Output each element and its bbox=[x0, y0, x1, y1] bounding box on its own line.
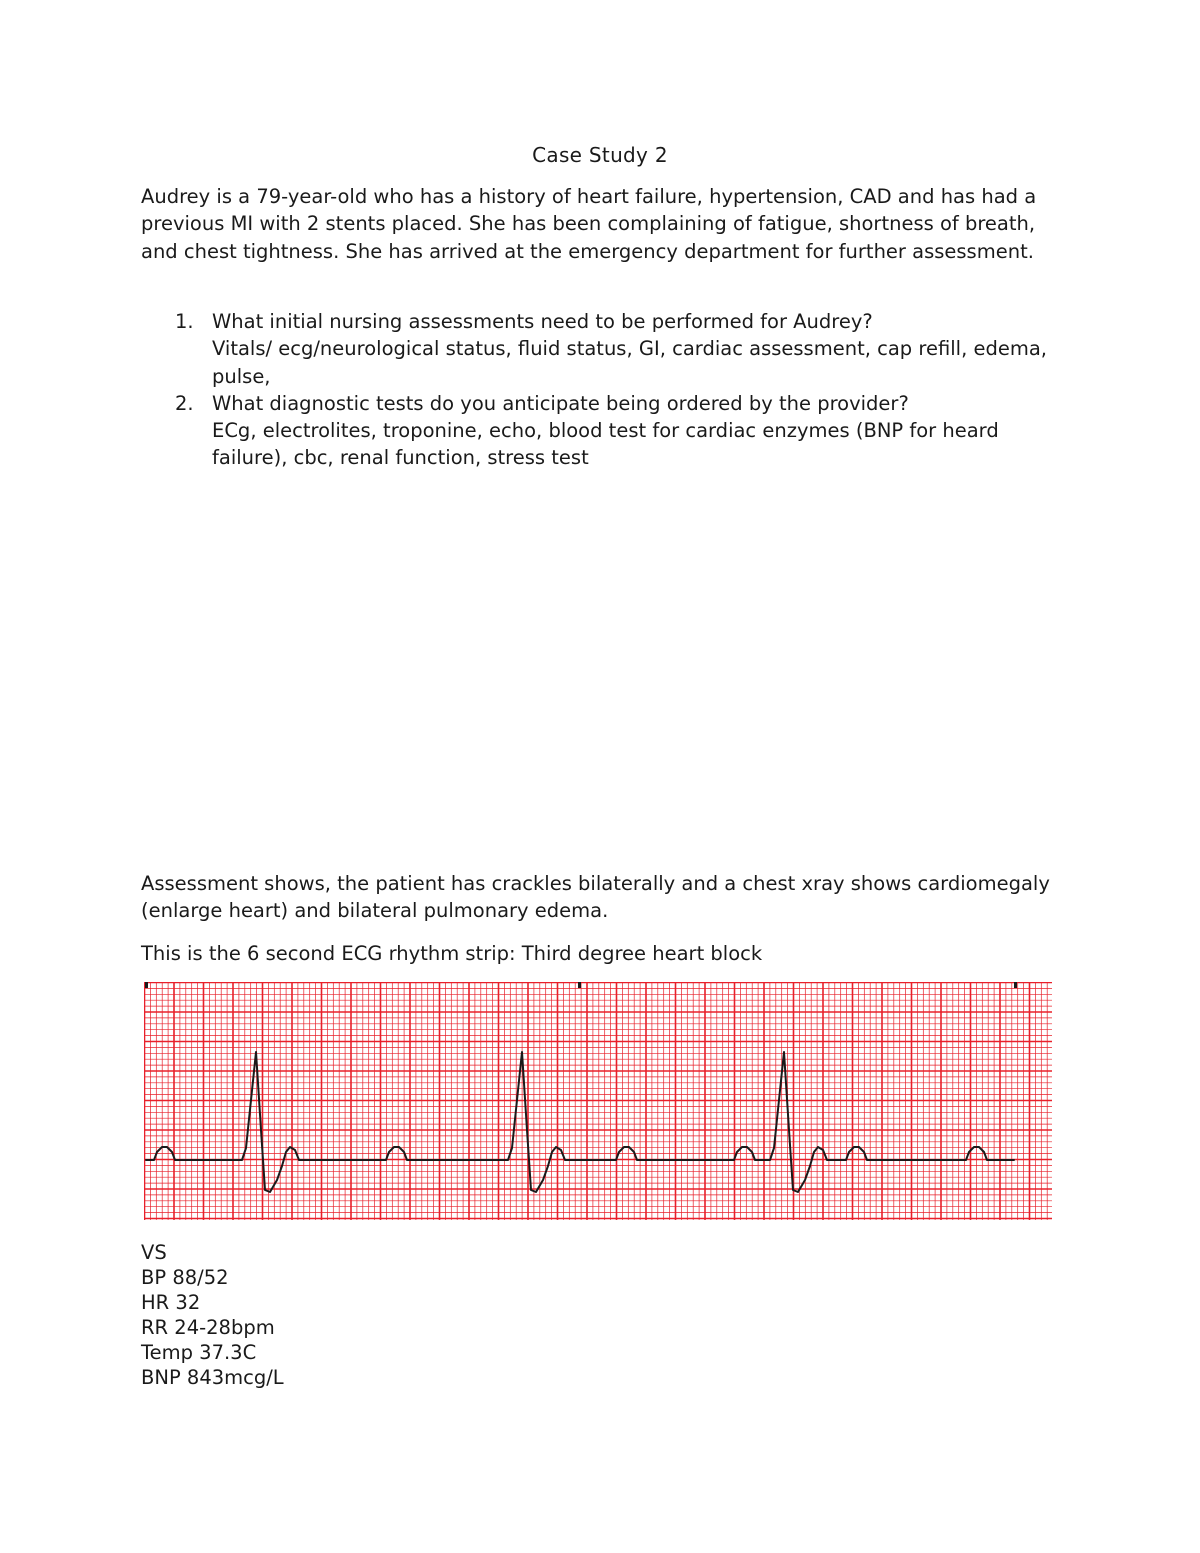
question-number: 2. bbox=[175, 391, 194, 415]
ecg-strip-image bbox=[144, 982, 1052, 1220]
question-text: What initial nursing assessments need to be performed for Audrey? bbox=[212, 310, 873, 333]
vital-hr: HR 32 bbox=[141, 1291, 201, 1315]
question-number: 1. bbox=[175, 310, 194, 333]
assessment-paragraph: Assessment shows, the patient has crackles bilaterally and a chest xray shows cardiomegaly (enlarge heart) and bilateral pulmonary edema. bbox=[141, 872, 1050, 923]
ecg-time-marker bbox=[145, 982, 148, 988]
question-item-2 bbox=[141, 390, 1061, 472]
case-intro-paragraph: Audrey is a 79-year-old who has a history of heart failure, hypertension, CAD and has had a previous MI with 2 stents placed. She has been complaining of fatigue, shortness of breath, and chest tightness. She has arrived at the emergency department for further assessment. bbox=[141, 185, 1037, 263]
vital-rr: RR 24-28bpm bbox=[141, 1316, 275, 1340]
ecg-time-marker bbox=[578, 982, 581, 988]
vital-signs-list bbox=[141, 1240, 284, 1391]
ecg-time-marker bbox=[1014, 982, 1017, 988]
ecg-caption: This is the 6 second ECG rhythm strip: Third degree heart block bbox=[141, 942, 763, 965]
vital-bnp: BNP 843mcg/L bbox=[141, 1366, 284, 1390]
vital-temp: Temp 37.3C bbox=[141, 1341, 257, 1365]
question-list bbox=[141, 308, 1061, 472]
answer-text: Vitals/ ecg/neurological status, fluid status, GI, cardiac assessment, cap refill, edema, pulse, bbox=[212, 337, 1047, 388]
vital-bp: BP 88/52 bbox=[141, 1266, 229, 1290]
document-title: Case Study 2 bbox=[532, 143, 668, 167]
question-item-1 bbox=[141, 308, 1061, 390]
ecg-rhythm-strip bbox=[144, 982, 1052, 1220]
question-text: What diagnostic tests do you anticipate being ordered by the provider? bbox=[212, 391, 909, 415]
vital-signs-heading: VS bbox=[141, 1241, 167, 1264]
answer-text: ECg, electrolites, troponine, echo, blood test for cardiac enzymes (BNP for heard failure), cbc, renal function, stress test bbox=[212, 419, 999, 470]
